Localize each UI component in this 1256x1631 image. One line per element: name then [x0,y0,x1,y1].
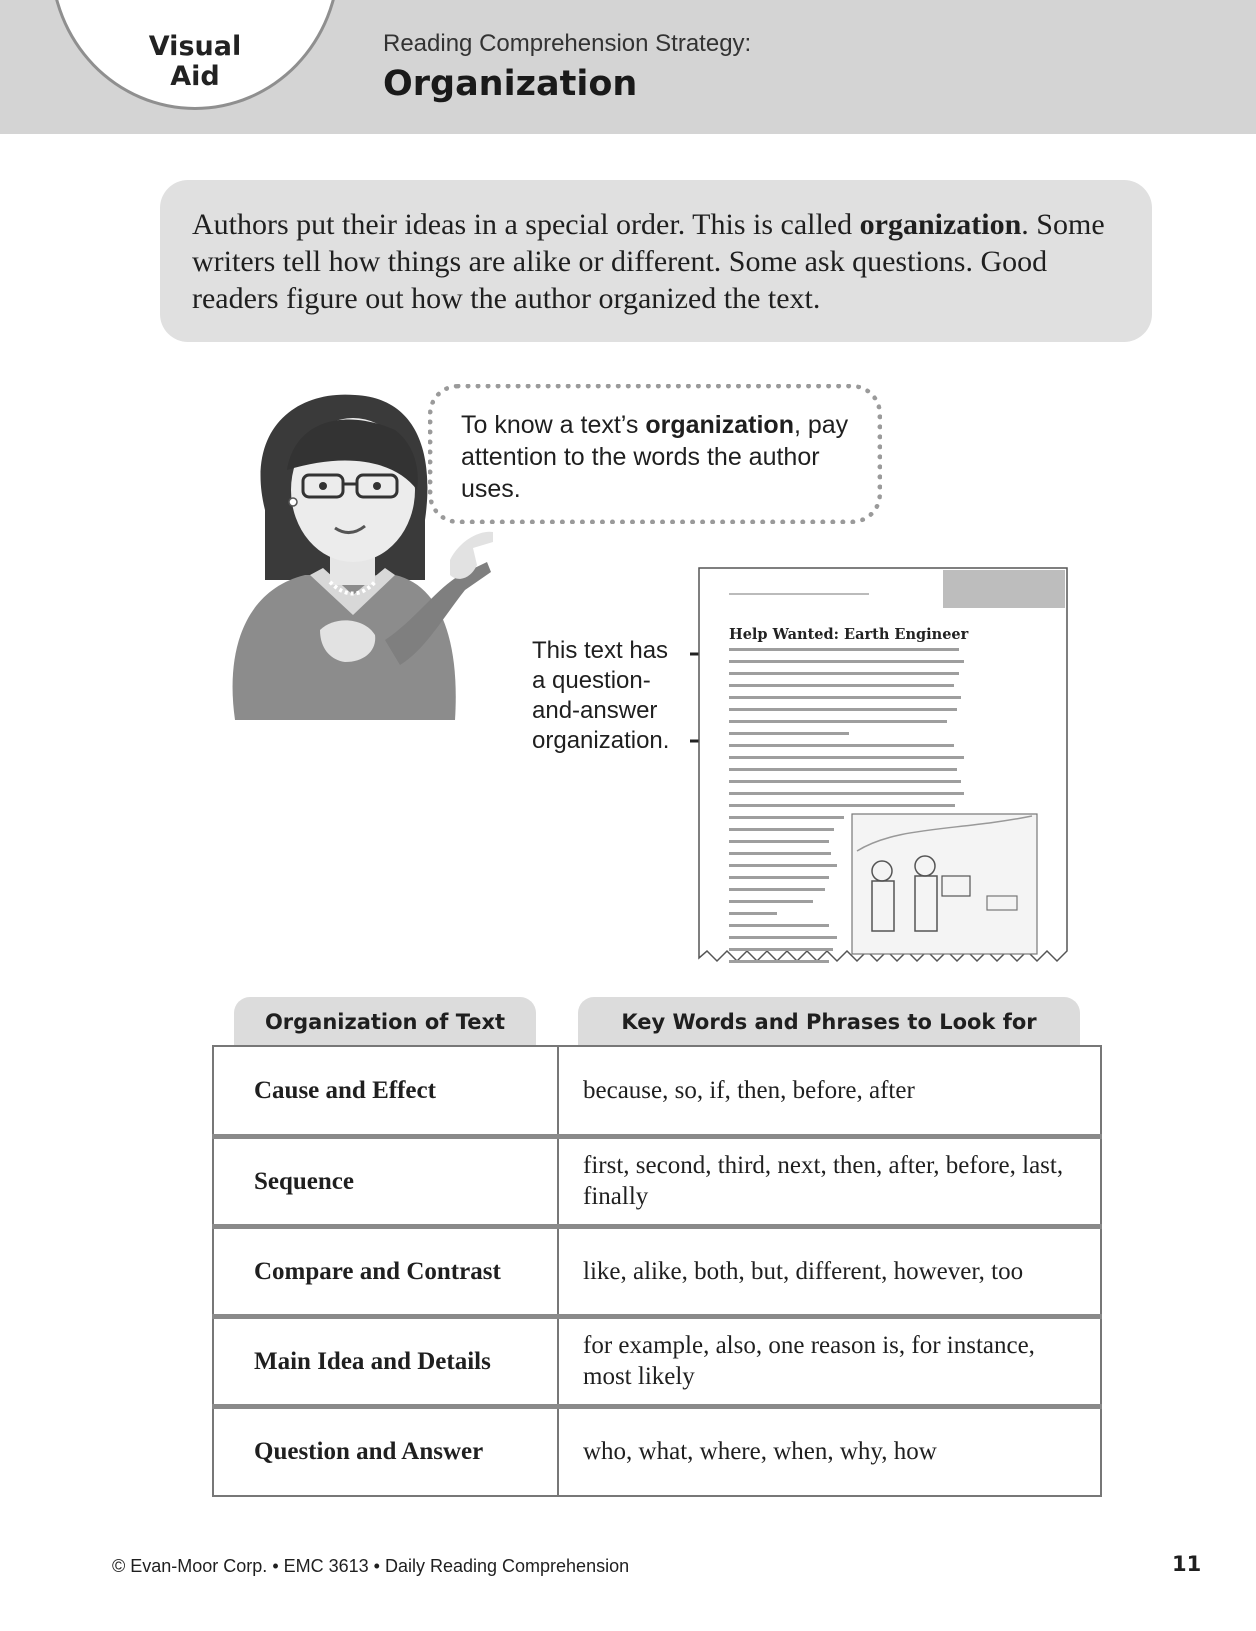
callout-line-1: This text has [532,637,669,664]
sample-page-text-lines [729,648,964,972]
sample-text-thumbnail [697,566,1069,966]
key-words-cell: because, so, if, then, before, after [583,1076,915,1104]
intro-text-after: . Some writers tell how things are alike or different. Some ask questions. Good readers figure out how the author organized the text. [192,208,1105,315]
callout-line-3: and-answer [532,697,658,724]
key-words-cell: like, alike, both, but, different, however, too [558,1226,1101,1316]
organization-cell: Compare and Contrast [213,1226,558,1316]
table-row [213,1046,1101,1136]
callout-line-2: a question- [532,667,651,694]
callout-text [532,636,682,756]
intro-box [160,180,1152,342]
key-words-cell: for example, also, one reason is, for instance, most likely [558,1316,1101,1406]
callout-line-4: organization. [532,727,670,754]
key-words-cell: first, second, third, next, then, after, before, last, finally [558,1136,1101,1226]
page-number: 11 [1172,1552,1202,1576]
table-row [213,1136,1101,1226]
key-words-cell: who, what, where, when, why, how [558,1406,1101,1496]
organization-cell: Question and Answer [213,1406,558,1496]
column-header-key-words: Key Words and Phrases to Look for [578,997,1080,1047]
speech-text-before: To know a text’s [461,411,646,439]
page-title: Organization [383,64,638,104]
table-row [213,1316,1101,1406]
badge-line-2: Aid [170,61,220,92]
intro-paragraph [192,206,1120,317]
sample-page-heading: Help Wanted: Earth Engineer [729,626,969,643]
speech-bubble [428,384,882,524]
speech-bold-word: organization [645,411,794,439]
organization-cell: Cause and Effect [213,1046,558,1136]
badge-line-1: Visual [148,31,242,62]
organization-table [212,1045,1102,1497]
speech-text-after: , pay attention to the words the author uses. [461,411,849,503]
strategy-label: Reading Comprehension Strategy: [383,30,752,57]
table-row [213,1406,1101,1496]
footer-copyright: © Evan-Moor Corp. • EMC 3613 • Daily Reading Comprehension [112,1556,630,1576]
column-header-organization: Organization of Text [234,997,536,1047]
intro-bold-word: organization [859,208,1022,241]
intro-text-before: Authors put their ideas in a special order. This is called [192,208,860,241]
organization-cell: Main Idea and Details [213,1316,558,1406]
organization-cell: Sequence [213,1136,558,1226]
table-row [213,1226,1101,1316]
visual-aid-badge-label [120,32,270,92]
